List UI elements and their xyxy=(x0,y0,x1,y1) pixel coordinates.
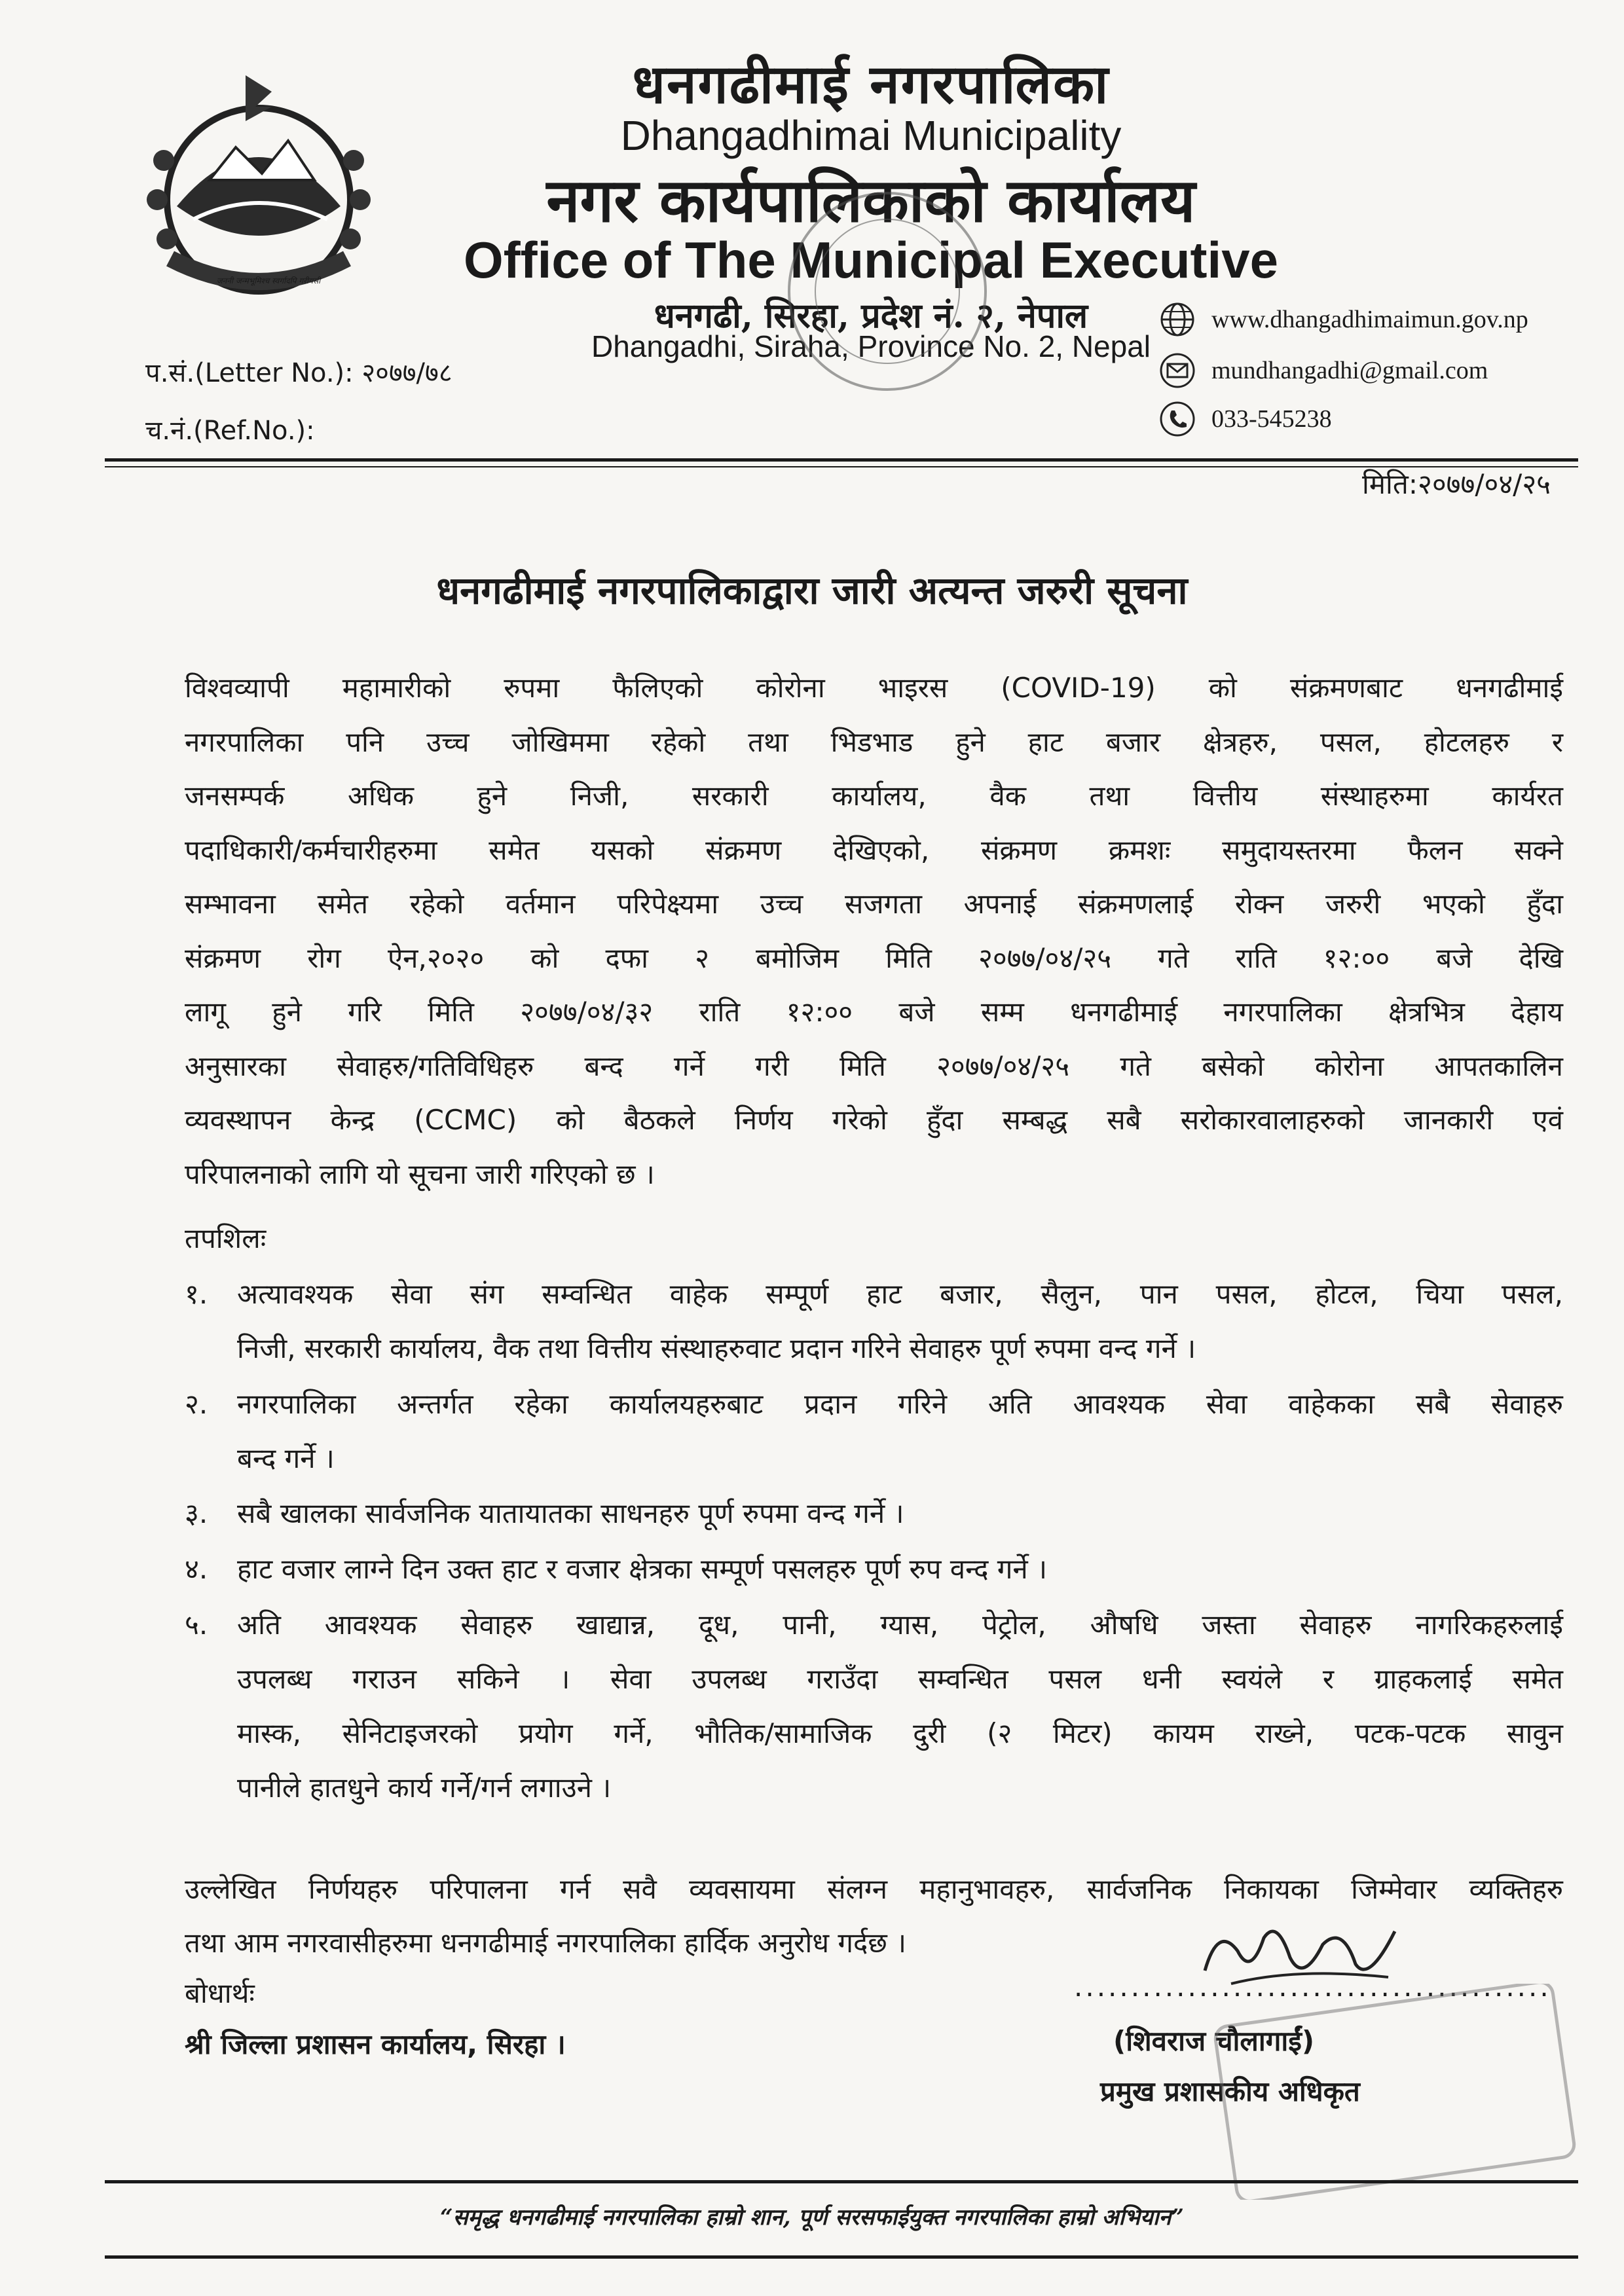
body-line: नगरपालिका पनि उच्च जोखिममा रहेको तथा भिडभाड हुने हाट बजार क्षेत्रहरु, पसल, होटलहरु र xyxy=(185,725,1563,758)
letter-number xyxy=(145,354,452,390)
item-number: ३. xyxy=(185,1497,208,1529)
closing-line: तथा आम नगरवासीहरुमा धनगढीमाई नगरपालिका हार्दिक अनुरोध गर्दछ । xyxy=(185,1927,907,1959)
item-line: हाट वजार लाग्ने दिन उक्त हाट र वजार क्षेत्रका सम्पूर्ण पसलहरु पूर्ण रुप वन्द गर्ने । xyxy=(237,1553,1047,1585)
item-line: निजी, सरकारी कार्यालय, वैक तथा वित्तीय संस्थाहरुवाट प्रदान गरिने सेवाहरु पूर्ण रुपमा वन्द गर्ने । xyxy=(237,1332,1196,1364)
list-item-3 xyxy=(185,1486,1563,1542)
body-line: जनसम्पर्क अधिक हुने निजी, सरकारी कार्यालय, वैक तथा वित्तीय संस्थाहरुमा कार्यरत xyxy=(185,780,1563,812)
contact-email xyxy=(1159,352,1488,389)
municipality-name-nepali: धनगढीमाई नगरपालिका xyxy=(632,53,1110,116)
body-line: पदाधिकारी/कर्मचारीहरुमा समेत यसको संक्रमण देखिएको, संक्रमण क्रमशः समुदायस्तरमा फैलन सक्ने xyxy=(185,833,1563,866)
item-line: उपलब्ध गराउन सकिने । सेवा उपलब्ध गराउँदा सम्वन्धित पसल धनी स्वयंले र ग्राहकलाई समेत xyxy=(237,1663,1563,1695)
body-line: परिपालनाको लागि यो सूचना जारी गरिएको छ । xyxy=(185,1157,655,1190)
details-heading: तपशिलः xyxy=(185,1222,267,1254)
item-number: २. xyxy=(185,1388,208,1420)
contact-phone xyxy=(1159,401,1332,437)
office-stamp-header xyxy=(779,183,995,399)
header-divider-thin xyxy=(105,466,1578,467)
notice-body xyxy=(185,661,1563,1201)
notice-date: मिति:२०७७/०४/२५ xyxy=(1362,468,1551,500)
item-number: ४. xyxy=(185,1553,208,1585)
item-line: बन्द गर्ने । xyxy=(237,1442,335,1474)
signature-line: .......................................... xyxy=(1074,1971,1551,2003)
body-line: लागू हुने गरि मिति २०७७/०४/३२ राति १२:०० बजे सम्म धनगढीमाई नगरपालिका क्षेत्रभित्र देहाय xyxy=(185,996,1563,1028)
municipality-name-english: Dhangadhimai Municipality xyxy=(620,112,1122,159)
notice-title: धनगढीमाई नगरपालिकाद्वारा जारी अत्यन्त जरुरी सूचना xyxy=(436,568,1188,613)
website-text: www.dhangadhimaimun.gov.np xyxy=(1211,306,1528,333)
item-line: नगरपालिका अन्तर्गत रहेका कार्यालयहरुबाट प्रदान गरिने अति आवश्यक सेवा वाहेकका सबै सेवाहरु xyxy=(237,1388,1563,1420)
globe-icon xyxy=(1159,301,1196,338)
list-item-2 xyxy=(185,1377,1563,1488)
body-line: सम्भावना समेत रहेको वर्तमान परिपेक्ष्यमा उच्च सजगता अपनाई संक्रमणलाई रोक्न जरुरी भएको हुँदा xyxy=(185,888,1563,920)
item-line: अति आवश्यक सेवाहरु खाद्यान्न, दूध, पानी, ग्यास, पेट्रोल, औषधि जस्ता सेवाहरु नागरिकहरुलाई xyxy=(237,1609,1563,1641)
reference-number xyxy=(145,411,315,447)
letter-number-value: २०७७/७८ xyxy=(361,358,452,388)
address-nepali: धनगढी, सिरहा, प्रदेश नं. २, नेपाल xyxy=(654,296,1088,336)
phone-text: 033-545238 xyxy=(1211,405,1332,433)
reference-number-label: च.नं.(Ref.No.): xyxy=(145,416,315,446)
footer-divider-top xyxy=(105,2180,1578,2183)
item-number: ५. xyxy=(185,1609,208,1641)
body-line: अनुसारका सेवाहरु/गतिविधिहरु बन्द गर्ने गरी मिति २०७७/०४/२५ गते बसेको कोरोना आपतकालिन xyxy=(185,1049,1563,1082)
list-item-1 xyxy=(185,1267,1563,1378)
cc-office: श्री जिल्ला प्रशासन कार्यालय, सिरहा । xyxy=(185,2028,566,2060)
phone-icon xyxy=(1159,401,1196,437)
contact-website xyxy=(1159,301,1528,338)
office-name-english: Office of The Municipal Executive xyxy=(464,231,1278,289)
list-item-4 xyxy=(185,1542,1563,1597)
list-item-5 xyxy=(185,1597,1563,1820)
item-line: पानीले हातधुने कार्य गर्ने/गर्न लगाउने । xyxy=(237,1772,612,1804)
official-stamp xyxy=(1211,1984,1578,2200)
signatory-name: (शिवराज चौलागाईं) xyxy=(1113,2025,1315,2057)
body-line: व्यवस्थापन केन्द्र (CCMC) को बैठकले निर्णय गरेको हुँदा सम्बद्ध सबै सरोकारवालाहरुको जानकारी एवं xyxy=(185,1104,1563,1136)
envelope-icon xyxy=(1159,352,1196,389)
header-divider xyxy=(105,458,1578,462)
item-line: अत्यावश्यक सेवा संग सम्वन्धित वाहेक सम्पूर्ण हाट बजार, सैलुन, पान पसल, होटल, चिया पसल, xyxy=(237,1278,1563,1310)
email-text: mundhangadhi@gmail.com xyxy=(1211,357,1488,384)
address-english: Dhangadhi, Siraha, Province No. 2, Nepal xyxy=(591,329,1151,363)
emblem-motto: जननी जन्मभूमिश्च स्वर्गादपि गरीयसी xyxy=(216,276,321,285)
body-line: विश्वव्यापी महामारीको रुपमा फैलिएको कोरोना भाइरस (COVID-19) को संक्रमणबाट धनगढीमाई xyxy=(185,672,1563,704)
signatory-title: प्रमुख प्रशासकीय अधिकृत xyxy=(1100,2075,1360,2107)
letter-number-label: प.सं.(Letter No.): xyxy=(145,358,354,388)
item-line: मास्क, सेनिटाइजरको प्रयोग गर्ने, भौतिक/सामाजिक दुरी (२ मिटर) कायम राख्ने, पटक-पटक सावुन xyxy=(237,1717,1563,1749)
closing-line: उल्लेखित निर्णयहरु परिपालना गर्न सवै व्यवसायमा संलग्न महानुभावहरु, सार्वजनिक निकायका जिम्मेवार व्यक्तिहरु xyxy=(185,1873,1563,1905)
office-name-nepali: नगर कार्यपालिकाको कार्यालय xyxy=(546,165,1196,236)
item-number: १. xyxy=(185,1278,208,1310)
footer-divider-bottom xyxy=(105,2255,1578,2259)
footer-slogan: “समृद्ध धनगढीमाई नगरपालिका हाम्रो शान, पूर्ण सरसफाईयुक्त नगरपालिका हाम्रो अभियान” xyxy=(440,2204,1184,2231)
cc-heading: बोधार्थः xyxy=(185,1977,255,2009)
item-line: सबै खालका सार्वजनिक यातायातका साधनहरु पूर्ण रुपमा वन्द गर्ने । xyxy=(237,1497,904,1529)
body-line: संक्रमण रोग ऐन,२०२० को दफा २ बमोजिम मिति २०७७/०४/२५ गते राति १२:०० बजे देखि xyxy=(185,941,1563,974)
